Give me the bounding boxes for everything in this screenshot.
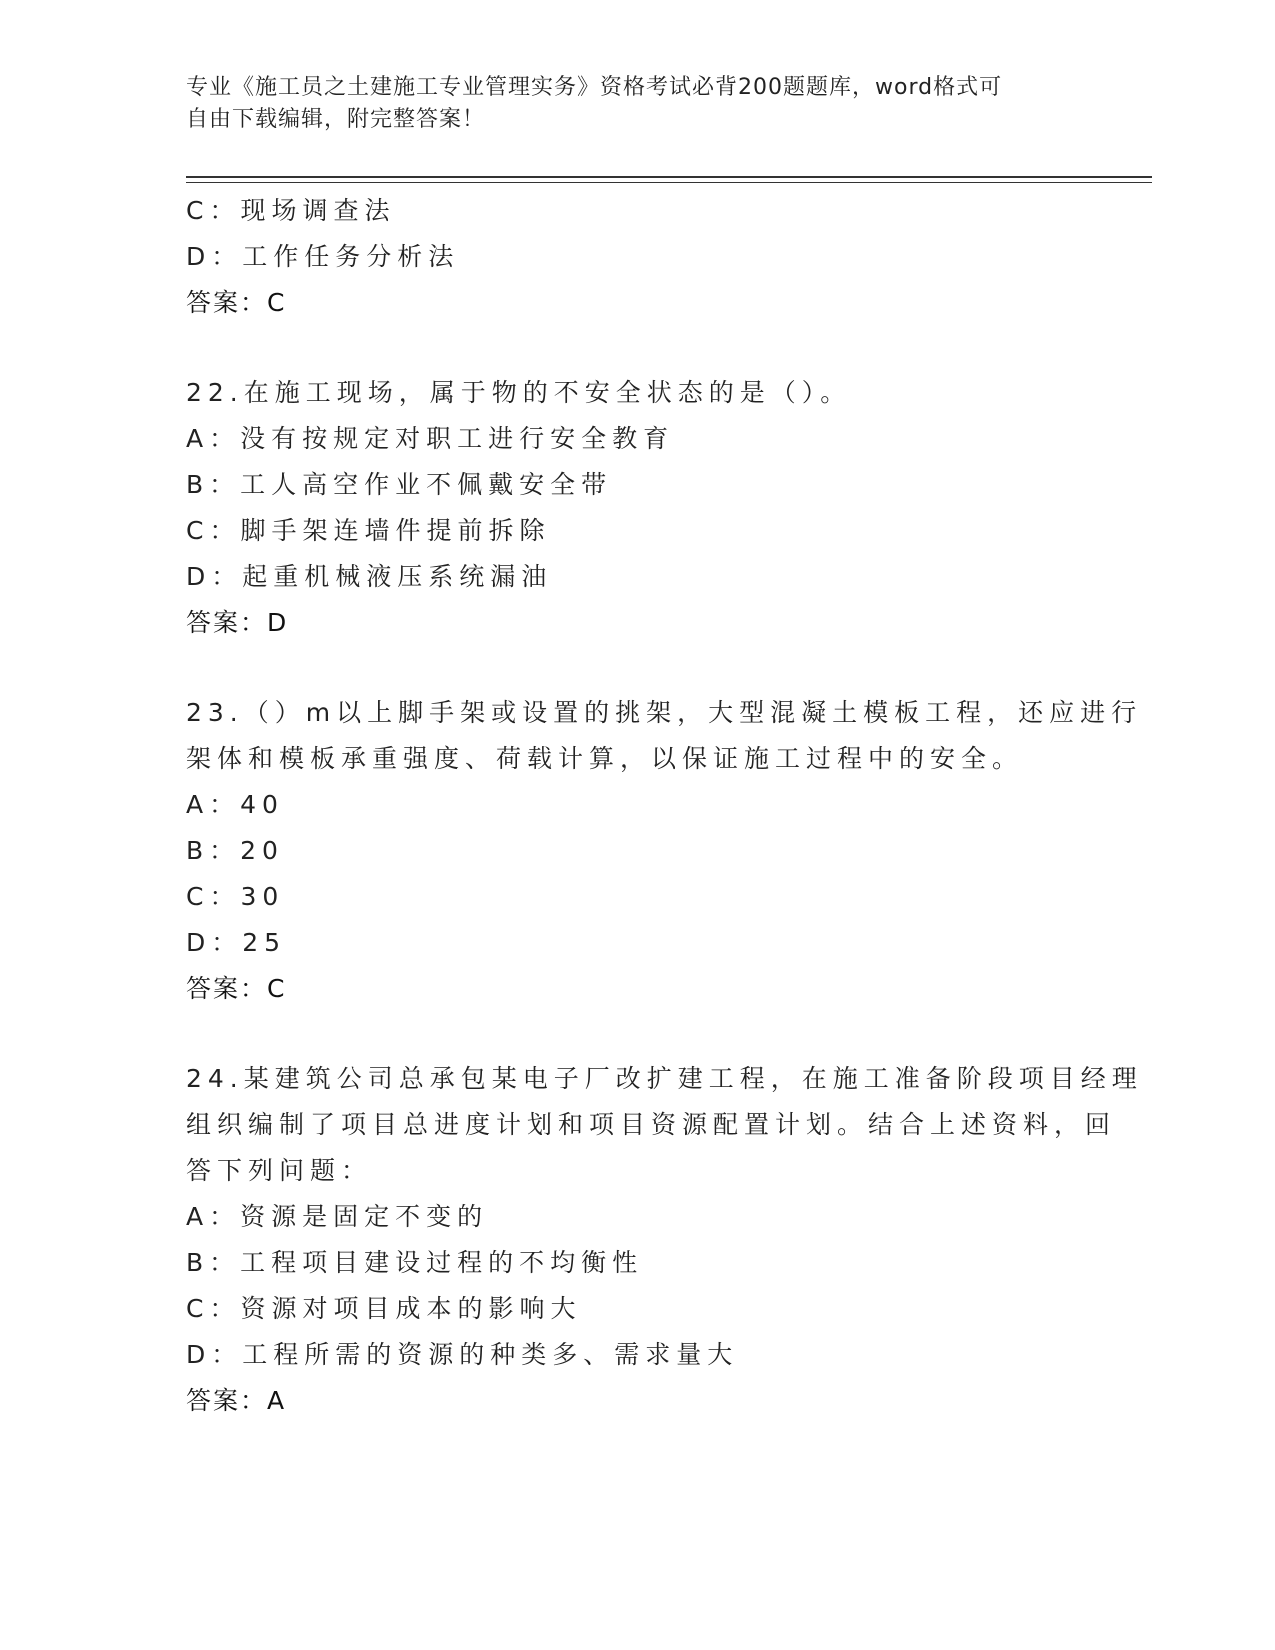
option-b: B：20 [186, 836, 284, 865]
option-c: C：30 [186, 882, 285, 911]
question-stem-line-3: 答下列问题： [186, 1156, 373, 1185]
question-list [186, 188, 1143, 1424]
option-c: C：资源对项目成本的影响大 [186, 1294, 582, 1323]
header-title-line-1: 专业《施工员之土建施工专业管理实务》资格考试必背200题题库，word格式可 [186, 75, 1003, 100]
header-divider-thin [186, 182, 1152, 183]
question-stem: 22.在施工现场，属于物的不安全状态的是（）。 [186, 378, 852, 407]
option-d: D：起重机械液压系统漏油 [186, 562, 553, 591]
header-title-line-2: 自由下载编辑，附完整答案！ [186, 107, 486, 132]
document-header [186, 72, 1086, 136]
option-d: D：工作任务分析法 [186, 242, 460, 271]
answer-line: 答案：A [186, 1386, 287, 1415]
option-d: D：工程所需的资源的种类多、需求量大 [186, 1340, 739, 1369]
option-a: A：40 [186, 790, 284, 819]
question-spacer [186, 646, 1076, 690]
answer-line: 答案：D [186, 608, 289, 637]
question-stem-line-2: 架体和模板承重强度、荷载计算，以保证施工过程中的安全。 [186, 744, 1024, 773]
question-spacer [186, 1012, 1076, 1056]
option-b: B：工程项目建设过程的不均衡性 [186, 1248, 644, 1277]
question-23 [186, 690, 1143, 1012]
option-b: B：工人高空作业不佩戴安全带 [186, 470, 613, 499]
question-stem-line-1: 24.某建筑公司总承包某电子厂改扩建工程，在施工准备阶段项目经理 [186, 1064, 1143, 1093]
option-d: D：25 [186, 928, 287, 957]
answer-line: 答案：C [186, 974, 287, 1003]
option-a: A：没有按规定对职工进行安全教育 [186, 424, 675, 453]
header-divider-thick [186, 176, 1152, 178]
question-stem-line-1: 23.（）m以上脚手架或设置的挑架，大型混凝土模板工程，还应进行 [186, 698, 1143, 727]
question-21-tail [186, 188, 1076, 326]
question-24 [186, 1056, 1143, 1424]
question-22 [186, 370, 1076, 646]
question-stem-line-2: 组织编制了项目总进度计划和项目资源配置计划。结合上述资料，回 [186, 1110, 1117, 1139]
option-c: C：脚手架连墙件提前拆除 [186, 516, 551, 545]
question-spacer [186, 326, 1076, 370]
option-a: A：资源是固定不变的 [186, 1202, 489, 1231]
option-c: C：现场调查法 [186, 196, 396, 225]
answer-line: 答案：C [186, 288, 287, 317]
